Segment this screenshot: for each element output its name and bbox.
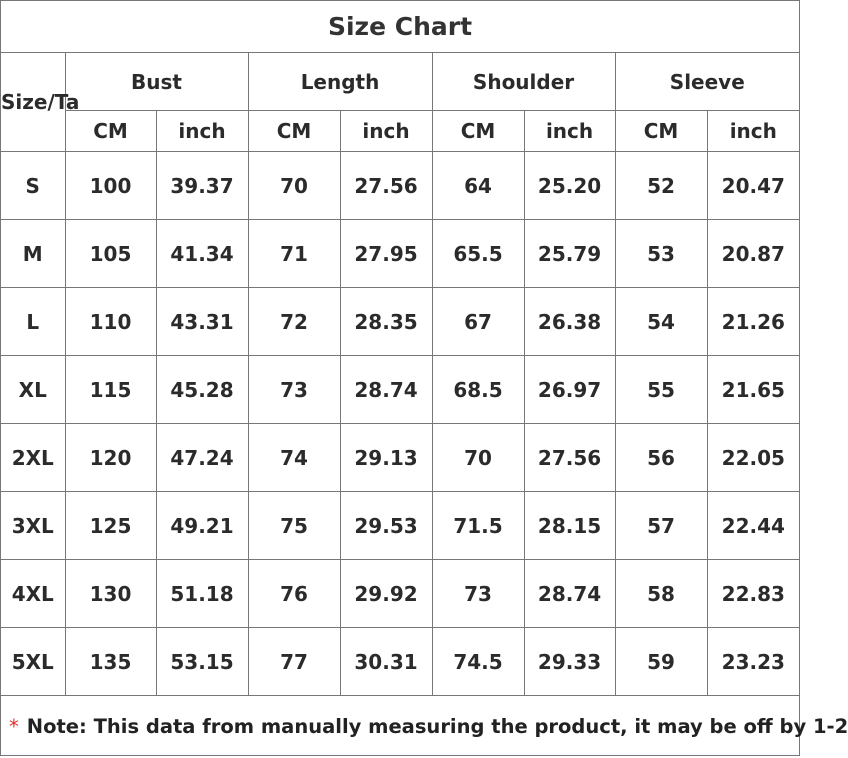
measurement-cell: 22.83 (707, 560, 799, 628)
measurement-cell: 73 (248, 356, 340, 424)
measurement-cell: 25.79 (524, 220, 615, 288)
measurement-cell: 72 (248, 288, 340, 356)
measurement-cell: 54 (615, 288, 707, 356)
unit-header-inch: inch (156, 111, 248, 152)
measurement-cell: 53 (615, 220, 707, 288)
measurement-cell: 26.97 (524, 356, 615, 424)
measurement-cell: 41.34 (156, 220, 248, 288)
measurement-cell: 51.18 (156, 560, 248, 628)
measurement-cell: 29.53 (340, 492, 432, 560)
size-cell: S (1, 152, 65, 220)
measurement-cell: 120 (65, 424, 156, 492)
group-header-length: Length (248, 53, 432, 111)
measurement-cell: 56 (615, 424, 707, 492)
measurement-cell: 125 (65, 492, 156, 560)
table-row (1, 152, 799, 220)
measurement-cell: 130 (65, 560, 156, 628)
measurement-cell: 29.92 (340, 560, 432, 628)
note-asterisk: * (9, 715, 19, 738)
measurement-cell: 57 (615, 492, 707, 560)
measurement-cell: 26.38 (524, 288, 615, 356)
measurement-cell: 43.31 (156, 288, 248, 356)
measurement-cell: 110 (65, 288, 156, 356)
measurement-cell: 71 (248, 220, 340, 288)
size-cell: 3XL (1, 492, 65, 560)
measurement-cell: 105 (65, 220, 156, 288)
measurement-cell: 74 (248, 424, 340, 492)
measurement-cell: 67 (432, 288, 524, 356)
measurement-note (1, 696, 848, 751)
measurement-cell: 39.37 (156, 152, 248, 220)
group-header-sleeve: Sleeve (615, 53, 799, 111)
measurement-cell: 74.5 (432, 628, 524, 696)
measurement-cell: 135 (65, 628, 156, 696)
measurement-cell: 70 (432, 424, 524, 492)
measurement-cell: 29.33 (524, 628, 615, 696)
table-row (1, 628, 799, 696)
measurement-cell: 29.13 (340, 424, 432, 492)
measurement-cell: 64 (432, 152, 524, 220)
measurement-cell: 22.44 (707, 492, 799, 560)
unit-header-cm: CM (248, 111, 340, 152)
size-cell: 4XL (1, 560, 65, 628)
measurement-cell: 53.15 (156, 628, 248, 696)
measurement-cell: 23.23 (707, 628, 799, 696)
unit-header-cm: CM (65, 111, 156, 152)
measurement-cell: 20.47 (707, 152, 799, 220)
group-header-shoulder: Shoulder (432, 53, 615, 111)
measurement-cell: 27.56 (340, 152, 432, 220)
table-row (1, 560, 799, 628)
measurement-cell: 59 (615, 628, 707, 696)
measurement-cell: 21.65 (707, 356, 799, 424)
unit-header-inch: inch (340, 111, 432, 152)
table-row (1, 220, 799, 288)
measurement-cell: 28.74 (340, 356, 432, 424)
measurement-cell: 47.24 (156, 424, 248, 492)
measurement-cell: 77 (248, 628, 340, 696)
measurement-cell: 28.15 (524, 492, 615, 560)
size-cell: XL (1, 356, 65, 424)
size-cell: 5XL (1, 628, 65, 696)
size-table (1, 53, 799, 696)
size-cell: M (1, 220, 65, 288)
unit-header-cm: CM (615, 111, 707, 152)
unit-header-inch: inch (707, 111, 799, 152)
table-row (1, 424, 799, 492)
measurement-cell: 28.35 (340, 288, 432, 356)
measurement-cell: 49.21 (156, 492, 248, 560)
measurement-cell: 100 (65, 152, 156, 220)
table-row (1, 356, 799, 424)
measurement-cell: 27.95 (340, 220, 432, 288)
measurement-cell: 73 (432, 560, 524, 628)
measurement-cell: 65.5 (432, 220, 524, 288)
measurement-cell: 25.20 (524, 152, 615, 220)
measurement-cell: 55 (615, 356, 707, 424)
measurement-cell: 75 (248, 492, 340, 560)
table-row (1, 492, 799, 560)
measurement-cell: 52 (615, 152, 707, 220)
measurement-cell: 70 (248, 152, 340, 220)
measurement-cell: 22.05 (707, 424, 799, 492)
measurement-cell: 21.26 (707, 288, 799, 356)
measurement-cell: 28.74 (524, 560, 615, 628)
size-cell: L (1, 288, 65, 356)
measurement-cell: 115 (65, 356, 156, 424)
unit-header-cm: CM (432, 111, 524, 152)
note-text: Note: This data from manually measuring the product, it may be off by 1-2 (26, 715, 848, 738)
measurement-cell: 45.28 (156, 356, 248, 424)
table-row (1, 288, 799, 356)
size-column-header: Size/Ta (1, 53, 65, 152)
measurement-cell: 71.5 (432, 492, 524, 560)
unit-header-row (1, 111, 799, 152)
unit-header-inch: inch (524, 111, 615, 152)
measurement-cell: 27.56 (524, 424, 615, 492)
group-header-bust: Bust (65, 53, 248, 111)
chart-title: Size Chart (1, 1, 799, 53)
measurement-cell: 76 (248, 560, 340, 628)
measurement-cell: 20.87 (707, 220, 799, 288)
measurement-cell: 68.5 (432, 356, 524, 424)
group-header-row (1, 53, 799, 111)
size-cell: 2XL (1, 424, 65, 492)
measurement-cell: 30.31 (340, 628, 432, 696)
measurement-cell: 58 (615, 560, 707, 628)
